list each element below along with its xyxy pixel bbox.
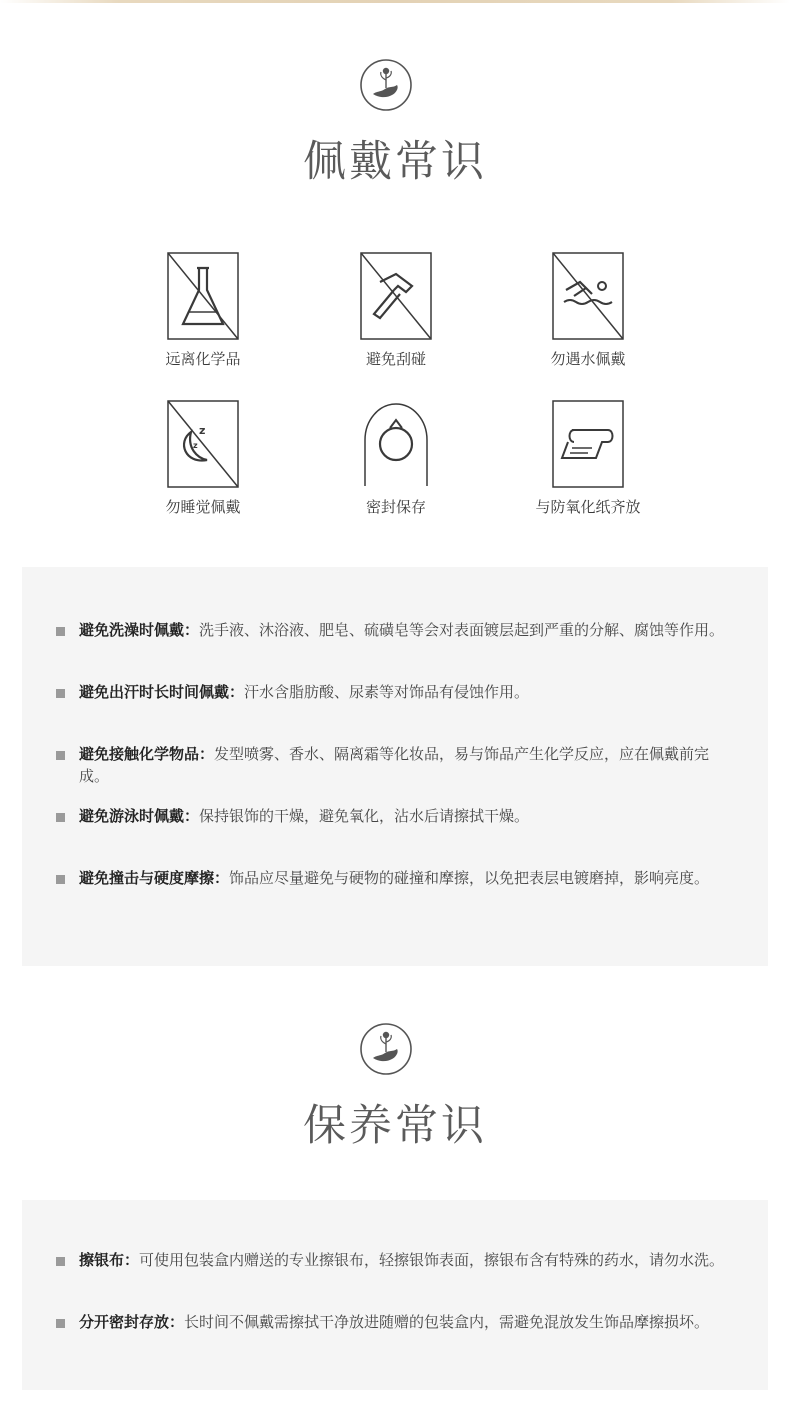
brand-emblem-icon [359,1022,413,1076]
icon-tile-sealed [296,400,496,517]
bullet-icon [56,627,65,636]
svg-text:z: z [193,441,198,450]
icon-tile-scratch [296,252,496,369]
bullet-icon [56,813,65,822]
bullet-icon [56,1319,65,1328]
flask-prohibited-icon [167,252,239,340]
wear-note: 避免出汗时长时间佩戴：汗水含脂肪酸、尿素等对饰品有侵蚀作用。 [56,682,736,704]
icon-tile-paper [488,400,688,517]
care-note: 分开密封存放：长时间不佩戴需擦拭干净放进随赠的包装盒内，需避免混放发生饰品摩擦损坏。 [56,1312,736,1334]
top-accent-line [0,0,790,3]
icon-tile-water [488,252,688,369]
swimmer-prohibited-icon [552,252,624,340]
bullet-icon [56,751,65,760]
bullet-icon [56,875,65,884]
icon-label: 远离化学品 [165,351,241,368]
icon-label: 勿遇水佩戴 [550,351,626,368]
icon-label: 勿睡觉佩戴 [165,499,241,516]
wear-note: 避免洗澡时佩戴：洗手液、沐浴液、肥皂、硫磺皂等会对表面镀层起到严重的分解、腐蚀等作用。 [56,620,736,642]
care-note: 擦银布：可使用包装盒内赠送的专业擦银布，轻擦银饰表面，擦银布含有特殊的药水，请勿水洗。 [56,1250,736,1272]
brand-emblem-icon [359,58,413,112]
paper-roll-icon [552,400,624,488]
svg-text:z: z [199,424,206,437]
sleep-prohibited-icon [167,400,239,488]
care-notes-panel [22,1200,768,1390]
wear-note: 避免游泳时佩戴：保持银饰的干燥，避免氧化，沾水后请擦拭干燥。 [56,806,736,828]
hammer-prohibited-icon [360,252,432,340]
icon-label: 密封保存 [365,499,426,516]
care-section-title: 保养常识 [303,1101,487,1151]
wear-section-title: 佩戴常识 [303,137,487,187]
icon-tile-sleep [103,400,303,517]
bullet-icon [56,689,65,698]
icon-label: 避免刮碰 [365,351,426,368]
bullet-icon [56,1257,65,1266]
sealed-ring-icon [351,400,441,488]
icon-tile-chemicals [103,252,303,369]
icon-label: 与防氧化纸齐放 [535,499,641,516]
wear-note: 避免撞击与硬度摩擦：饰品应尽量避免与硬物的碰撞和摩擦，以免把表层电镀磨掉，影响亮度。 [56,868,736,890]
wear-note: 避免接触化学物品：发型喷雾、香水、隔离霜等化妆品，易与饰品产生化学反应，应在佩戴前完成。 [56,744,736,788]
